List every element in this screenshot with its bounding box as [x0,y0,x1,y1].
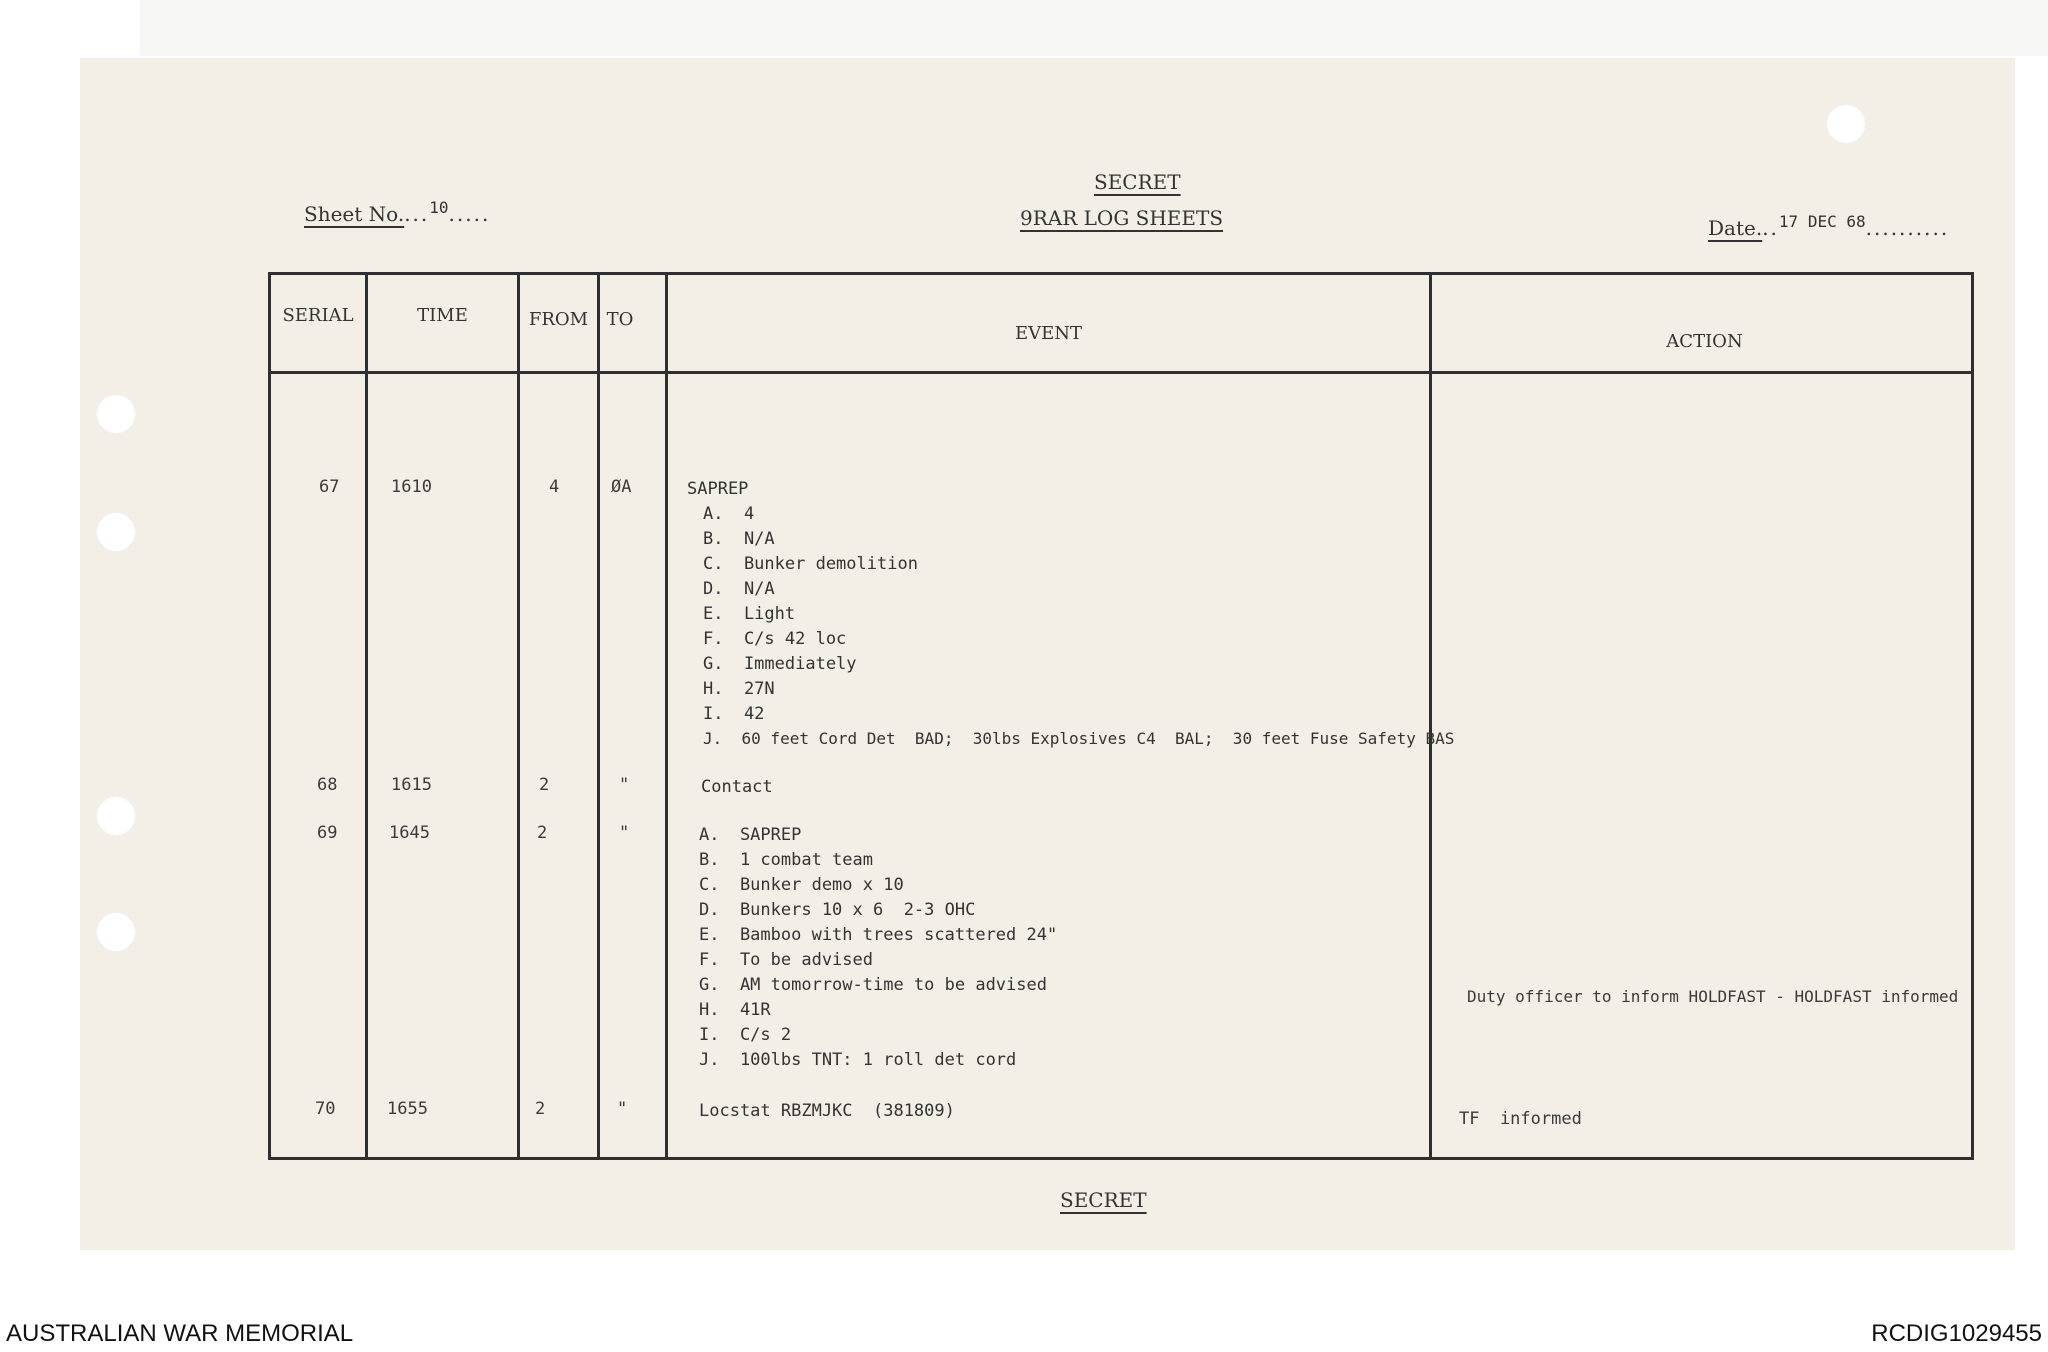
column-header-time: TIME [417,305,468,326]
punch-hole [96,512,136,552]
scan-top-strip [140,0,2048,56]
event-line: A. 4 [703,504,755,524]
classification-top: SECRET [1094,170,1181,194]
event-line: D. Bunkers 10 x 6 2-3 OHC [699,900,976,920]
event-line: H. 27N [703,679,775,699]
time-cell: 1645 [389,823,430,843]
from-cell: 4 [549,477,560,497]
event-line: Locstat RBZMJKC (381809) [699,1101,955,1121]
log-table [268,272,1974,1160]
serial-cell: 68 [317,775,338,795]
time-cell: 1615 [391,775,432,795]
from-cell: 2 [537,823,548,843]
column-divider [665,275,668,1157]
event-line: SAPREP [687,479,749,499]
column-header-serial: SERIAL [282,305,354,326]
column-header-action: ACTION [1666,331,1743,352]
event-line: G. Immediately [703,654,857,674]
event-line: C. Bunker demo x 10 [699,875,904,895]
punch-hole [96,912,136,952]
serial-cell: 70 [315,1099,336,1119]
archive-id: RCDIG1029455 [1871,1320,2042,1347]
time-cell: 1655 [387,1099,428,1119]
date-label: Date. [1708,216,1763,240]
column-header-from: FROM [528,309,589,330]
page-title: 9RAR LOG SHEETS [1020,206,1224,230]
event-line: F. To be advised [699,950,873,970]
from-cell: 2 [539,775,550,795]
event-line: I. C/s 2 [699,1025,792,1045]
event-line: G. AM tomorrow-time to be advised [699,975,1047,995]
punch-hole [96,796,136,836]
to-cell: " [619,775,630,795]
time-cell: 1610 [391,477,432,497]
date-value: 17 DEC 68 [1778,212,1866,231]
event-line: Contact [701,777,773,797]
event-line: B. 1 combat team [699,850,873,870]
column-divider [517,275,520,1157]
sheet-number: Sheet No....$^{10}$..... [304,198,491,226]
event-line: A. SAPREP [699,825,802,845]
serial-cell: 69 [317,823,338,843]
action-cell: Duty officer to inform HOLDFAST - HOLDFAST informed [1467,987,1959,1006]
punch-hole [96,394,136,434]
to-cell: ØA [611,477,632,497]
event-line: D. N/A [703,579,775,599]
event-line: F. C/s 42 loc [703,629,847,649]
to-cell: " [617,1099,628,1119]
sheet-label: Sheet No. [304,202,405,226]
to-cell: " [619,823,630,843]
from-cell: 2 [535,1099,546,1119]
date-field: Date...$^{17 DEC 68}$.......... [1708,212,1950,240]
event-line: H. 41R [699,1000,771,1020]
event-line: B. N/A [703,529,775,549]
event-line: E. Bamboo with trees scattered 24" [699,925,1058,945]
column-header-event: EVENT [1014,323,1083,344]
classification-bottom: SECRET [1060,1188,1147,1212]
event-line: J. 100lbs TNT: 1 roll det cord [699,1050,1017,1070]
column-divider [1429,275,1432,1157]
event-line: I. 42 [703,704,765,724]
header-divider [271,371,1971,374]
event-line: C. Bunker demolition [703,554,918,574]
action-cell: TF informed [1459,1109,1582,1129]
column-divider [365,275,368,1157]
sheet-value: 10 [429,198,449,217]
event-line: E. Light [703,604,796,624]
serial-cell: 67 [319,477,340,497]
column-header-to: TO [606,309,634,330]
event-line: J. 60 feet Cord Det BAD; 30lbs Explosives C4 BAL; 30 feet Fuse Safety BAS [703,729,1455,748]
column-divider [597,275,600,1157]
archive-credit: AUSTRALIAN WAR MEMORIAL [6,1320,354,1347]
punch-hole [1826,104,1866,144]
